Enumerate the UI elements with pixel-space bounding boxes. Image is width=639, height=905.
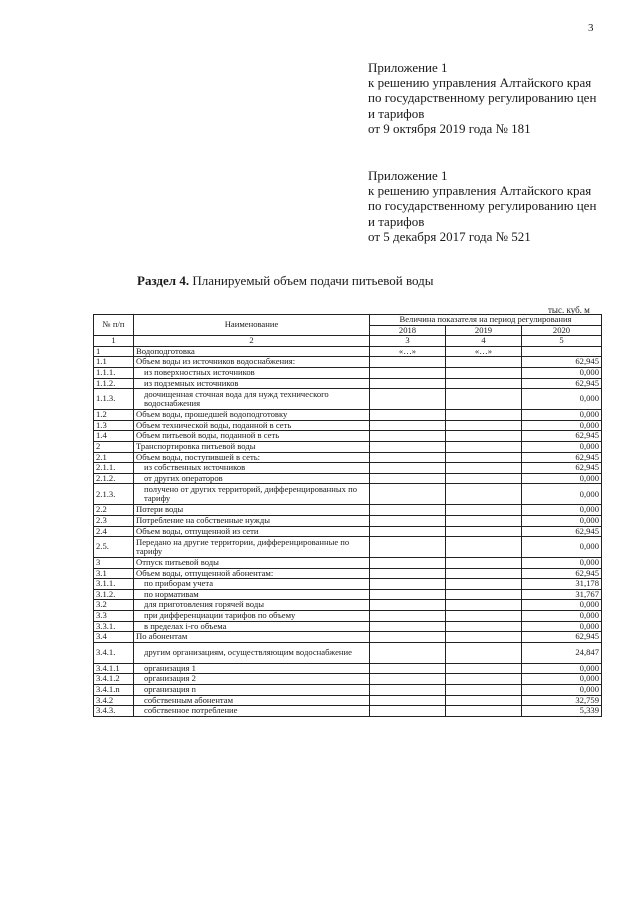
value-2019 [446, 441, 522, 452]
row-number: 1.1.3. [94, 389, 134, 410]
annex-header-old [368, 168, 596, 244]
value-2020: 0,000 [522, 558, 602, 569]
row-number: 1.1 [94, 357, 134, 368]
table-row [94, 674, 602, 685]
value-2020: 62,945 [522, 431, 602, 442]
row-number: 3.4.1. [94, 642, 134, 663]
value-2019 [446, 642, 522, 663]
row-name: Отпуск питьевой воды [134, 558, 370, 569]
table-row [94, 600, 602, 611]
row-name: собственным абонентам [134, 695, 370, 706]
value-2020: 62,945 [522, 463, 602, 474]
value-2019 [446, 558, 522, 569]
row-number: 3.3 [94, 611, 134, 622]
row-number: 3.3.1. [94, 621, 134, 632]
row-number: 3.2 [94, 600, 134, 611]
value-2019 [446, 357, 522, 368]
row-name: Объем технической воды, поданной в сеть [134, 420, 370, 431]
value-2019 [446, 537, 522, 558]
table-row [94, 505, 602, 516]
row-name: Объем воды, отпущенной из сети [134, 526, 370, 537]
value-2019 [446, 410, 522, 421]
row-number: 3.4 [94, 632, 134, 643]
annex-line: по государственному регулированию цен [368, 90, 597, 106]
value-2020: 62,945 [522, 378, 602, 389]
row-name: при дифференциации тарифов по объему [134, 611, 370, 622]
table-row [94, 621, 602, 632]
table-header-row [94, 315, 602, 326]
value-2020: 0,000 [522, 515, 602, 526]
row-name: Потери воды [134, 505, 370, 516]
value-2018 [370, 389, 446, 410]
row-number: 2.1.1. [94, 463, 134, 474]
row-name: организация 1 [134, 663, 370, 674]
row-name: из собственных источников [134, 463, 370, 474]
value-2019 [446, 484, 522, 505]
row-name: Передано на другие территории, дифференцированные по тарифу [134, 537, 370, 558]
annex-line: от 5 декабря 2017 года № 521 [368, 228, 531, 244]
value-2020 [522, 346, 602, 357]
table-row [94, 685, 602, 696]
header-period: Величина показателя на период регулирования [370, 315, 602, 326]
value-2019 [446, 367, 522, 378]
row-name: организация n [134, 685, 370, 696]
annex-line: и тарифов [368, 213, 425, 229]
row-name: доочищенная сточная вода для нужд технического водоснабжения [134, 389, 370, 410]
value-2020: 0,000 [522, 473, 602, 484]
section-heading: Планируемый объем подачи питьевой воды [192, 273, 434, 288]
value-2018 [370, 568, 446, 579]
col-number: 5 [522, 336, 602, 347]
value-2018 [370, 367, 446, 378]
col-number: 4 [446, 336, 522, 347]
value-2019 [446, 611, 522, 622]
value-2019 [446, 674, 522, 685]
annex-line: Приложение 1 [368, 168, 448, 183]
units-label: тыс. куб. м [548, 305, 590, 315]
value-2020: 62,945 [522, 632, 602, 643]
table-row [94, 346, 602, 357]
value-2018 [370, 441, 446, 452]
value-2018 [370, 674, 446, 685]
row-number: 3.4.2 [94, 695, 134, 706]
annex-line: и тарифов [368, 105, 425, 121]
value-2019 [446, 632, 522, 643]
table-row [94, 441, 602, 452]
value-2019 [446, 515, 522, 526]
value-2019 [446, 685, 522, 696]
value-2018 [370, 589, 446, 600]
value-2020: 0,000 [522, 537, 602, 558]
header-num: № п/п [94, 315, 134, 336]
value-2020: 0,000 [522, 674, 602, 685]
row-number: 3.4.3. [94, 706, 134, 717]
header-year-2018: 2018 [370, 325, 446, 336]
value-2018 [370, 642, 446, 663]
row-name: Объем воды, поступившей в сеть: [134, 452, 370, 463]
row-name: организация 2 [134, 674, 370, 685]
value-2018 [370, 484, 446, 505]
row-number: 2.5. [94, 537, 134, 558]
table-row [94, 484, 602, 505]
value-2019 [446, 663, 522, 674]
table-row [94, 378, 602, 389]
value-2018 [370, 452, 446, 463]
table-row [94, 568, 602, 579]
value-2018 [370, 685, 446, 696]
row-number: 2.1 [94, 452, 134, 463]
table-row [94, 663, 602, 674]
value-2019 [446, 420, 522, 431]
page-number: 3 [588, 22, 594, 34]
row-name: другим организациям, осуществляющим водоснабжение [134, 642, 370, 663]
row-number: 3.1.2. [94, 589, 134, 600]
table-row [94, 473, 602, 484]
table-row [94, 695, 602, 706]
value-2020: 0,000 [522, 389, 602, 410]
row-number: 2.3 [94, 515, 134, 526]
value-2018 [370, 621, 446, 632]
value-2019: «…» [446, 346, 522, 357]
value-2018 [370, 579, 446, 590]
row-name: Объем воды из источников водоснабжения: [134, 357, 370, 368]
row-name: по приборам учета [134, 579, 370, 590]
row-name: из поверхностных источников [134, 367, 370, 378]
section-title [137, 273, 434, 289]
value-2018 [370, 515, 446, 526]
value-2019 [446, 389, 522, 410]
row-number: 3.1.1. [94, 579, 134, 590]
table-row [94, 431, 602, 442]
row-number: 3.4.1.2 [94, 674, 134, 685]
row-name: Транспортировка питьевой воды [134, 441, 370, 452]
value-2020: 31,767 [522, 589, 602, 600]
value-2019 [446, 706, 522, 717]
annex-line: от 9 октября 2019 года № 181 [368, 120, 531, 136]
row-name: от других операторов [134, 473, 370, 484]
value-2020: 0,000 [522, 367, 602, 378]
row-number: 3.4.1.1 [94, 663, 134, 674]
row-number: 3 [94, 558, 134, 569]
value-2020: 0,000 [522, 663, 602, 674]
row-name: получено от других территорий, дифференцированных по тарифу [134, 484, 370, 505]
row-name: Объем питьевой воды, поданной в сеть [134, 431, 370, 442]
value-2018 [370, 558, 446, 569]
value-2018: «…» [370, 346, 446, 357]
row-number: 1.2 [94, 410, 134, 421]
value-2018 [370, 420, 446, 431]
value-2018 [370, 706, 446, 717]
value-2020: 62,945 [522, 568, 602, 579]
table-row [94, 410, 602, 421]
value-2020: 0,000 [522, 484, 602, 505]
table-row [94, 515, 602, 526]
value-2020: 0,000 [522, 621, 602, 632]
row-number: 1.4 [94, 431, 134, 442]
row-name: по нормативам [134, 589, 370, 600]
value-2020: 0,000 [522, 420, 602, 431]
value-2018 [370, 526, 446, 537]
value-2018 [370, 663, 446, 674]
value-2020: 24,847 [522, 642, 602, 663]
value-2020: 0,000 [522, 600, 602, 611]
header-name: Наименование [134, 315, 370, 336]
annex-line: к решению управления Алтайского края [368, 183, 592, 199]
value-2019 [446, 621, 522, 632]
row-name: Объем воды, отпущенной абонентам: [134, 568, 370, 579]
table-row [94, 367, 602, 378]
table-row [94, 389, 602, 410]
header-year-2019: 2019 [446, 325, 522, 336]
table-row [94, 642, 602, 663]
value-2018 [370, 600, 446, 611]
table-row [94, 463, 602, 474]
row-number: 1 [94, 346, 134, 357]
annex-line: Приложение 1 [368, 60, 448, 75]
table-row [94, 558, 602, 569]
value-2020: 32,759 [522, 695, 602, 706]
table-column-numbers-row [94, 336, 602, 347]
value-2018 [370, 410, 446, 421]
value-2020: 62,945 [522, 357, 602, 368]
value-2019 [446, 431, 522, 442]
value-2018 [370, 473, 446, 484]
value-2020: 31,178 [522, 579, 602, 590]
col-number: 1 [94, 336, 134, 347]
value-2018 [370, 695, 446, 706]
value-2020: 0,000 [522, 441, 602, 452]
value-2019 [446, 505, 522, 516]
value-2019 [446, 378, 522, 389]
value-2018 [370, 505, 446, 516]
row-name: Потребление на собственные нужды [134, 515, 370, 526]
row-name: По абонентам [134, 632, 370, 643]
row-number: 2.1.2. [94, 473, 134, 484]
value-2018 [370, 431, 446, 442]
row-name: в пределах i-го объема [134, 621, 370, 632]
row-name: Водоподготовка [134, 346, 370, 357]
row-number: 1.1.2. [94, 378, 134, 389]
value-2019 [446, 579, 522, 590]
water-supply-table [93, 314, 602, 717]
row-name: Объем воды, прошедшей водоподготовку [134, 410, 370, 421]
row-number: 1.3 [94, 420, 134, 431]
value-2020: 0,000 [522, 611, 602, 622]
col-number: 3 [370, 336, 446, 347]
row-number: 3.1 [94, 568, 134, 579]
value-2020: 5,339 [522, 706, 602, 717]
table-row [94, 452, 602, 463]
value-2020: 62,945 [522, 526, 602, 537]
value-2019 [446, 695, 522, 706]
table-row [94, 611, 602, 622]
value-2019 [446, 452, 522, 463]
table-row [94, 589, 602, 600]
table-row [94, 632, 602, 643]
value-2019 [446, 600, 522, 611]
table-row [94, 526, 602, 537]
value-2019 [446, 463, 522, 474]
value-2020: 0,000 [522, 410, 602, 421]
value-2019 [446, 526, 522, 537]
annex-header-new [368, 60, 596, 136]
row-number: 2 [94, 441, 134, 452]
row-number: 3.4.1.n [94, 685, 134, 696]
value-2018 [370, 463, 446, 474]
value-2019 [446, 589, 522, 600]
row-number: 1.1.1. [94, 367, 134, 378]
value-2018 [370, 378, 446, 389]
table-row [94, 420, 602, 431]
value-2018 [370, 611, 446, 622]
row-name: собственное потребление [134, 706, 370, 717]
annex-line: по государственному регулированию цен [368, 198, 597, 214]
table-row [94, 706, 602, 717]
table-row [94, 357, 602, 368]
annex-line: к решению управления Алтайского края [368, 75, 592, 91]
table-row [94, 537, 602, 558]
value-2020: 62,945 [522, 452, 602, 463]
table-row [94, 579, 602, 590]
value-2018 [370, 537, 446, 558]
row-name: из подземных источников [134, 378, 370, 389]
col-number: 2 [134, 336, 370, 347]
header-year-2020: 2020 [522, 325, 602, 336]
row-number: 2.1.3. [94, 484, 134, 505]
value-2018 [370, 632, 446, 643]
value-2019 [446, 568, 522, 579]
row-number: 2.2 [94, 505, 134, 516]
value-2019 [446, 473, 522, 484]
value-2020: 0,000 [522, 685, 602, 696]
value-2020: 0,000 [522, 505, 602, 516]
row-number: 2.4 [94, 526, 134, 537]
section-label: Раздел 4. [137, 273, 190, 288]
row-name: для приготовления горячей воды [134, 600, 370, 611]
value-2018 [370, 357, 446, 368]
